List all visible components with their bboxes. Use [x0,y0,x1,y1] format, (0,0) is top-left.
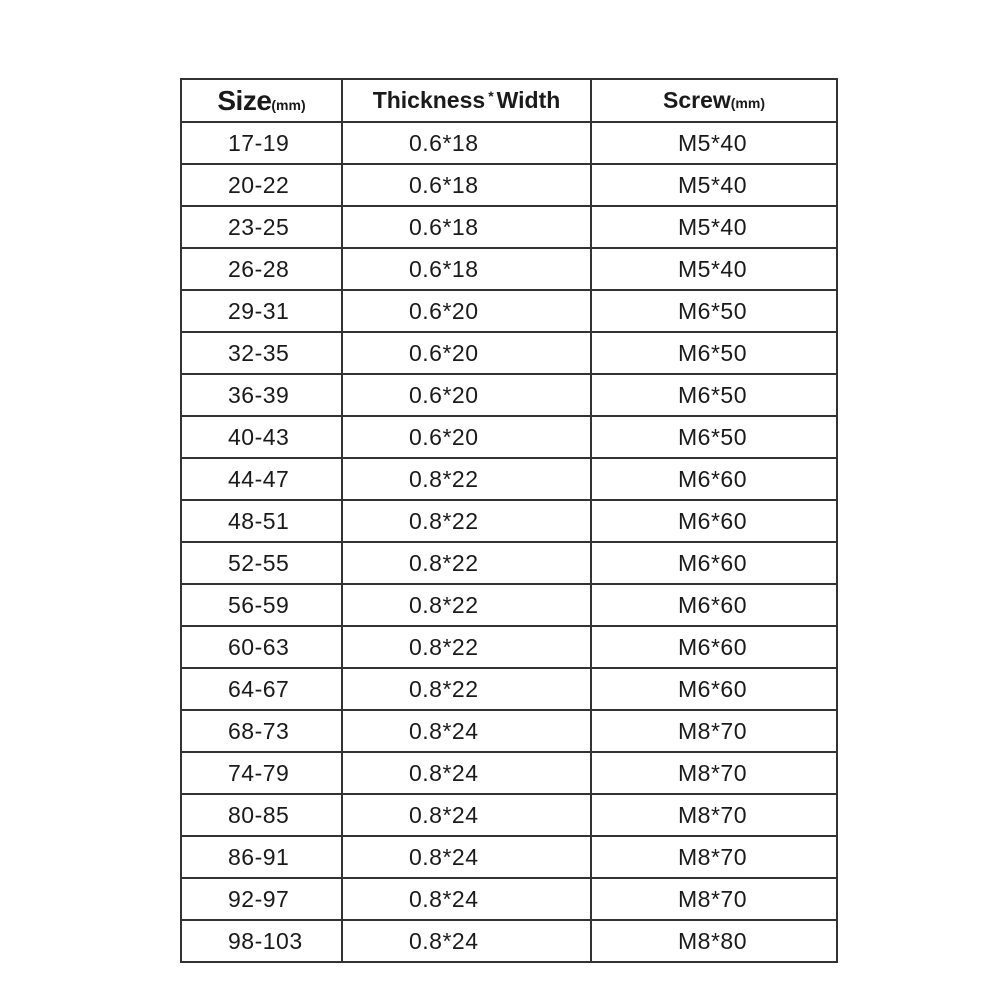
header-size-label: Size [217,84,272,116]
table-row [181,248,837,290]
header-width-label: Width [496,87,561,113]
size-cell: 98-103 [181,920,342,962]
size-cell: 40-43 [181,416,342,458]
table-body [181,122,837,962]
table-row [181,374,837,416]
table-row [181,752,837,794]
size-cell: 86-91 [181,836,342,878]
screw-cell: M6*60 [591,500,837,542]
table-row [181,878,837,920]
thickness-width-cell: 0.8*24 [342,878,591,920]
screw-cell: M6*60 [591,458,837,500]
size-cell: 26-28 [181,248,342,290]
size-cell: 48-51 [181,500,342,542]
table-row [181,416,837,458]
thickness-width-cell: 0.8*24 [342,710,591,752]
screw-cell: M8*70 [591,794,837,836]
size-cell: 56-59 [181,584,342,626]
thickness-width-cell: 0.6*18 [342,206,591,248]
table-row [181,458,837,500]
screw-cell: M6*50 [591,374,837,416]
header-size-unit: (mm) [271,96,306,113]
table-row [181,500,837,542]
size-cell: 60-63 [181,626,342,668]
screw-cell: M6*50 [591,416,837,458]
size-cell: 68-73 [181,710,342,752]
size-cell: 92-97 [181,878,342,920]
screw-cell: M8*70 [591,752,837,794]
size-cell: 29-31 [181,290,342,332]
screw-cell: M5*40 [591,164,837,206]
size-cell: 74-79 [181,752,342,794]
size-spec-table [180,78,838,963]
header-times-star: * [488,88,494,104]
screw-cell: M8*70 [591,836,837,878]
table-row [181,542,837,584]
size-cell: 80-85 [181,794,342,836]
thickness-width-cell: 0.8*22 [342,584,591,626]
size-cell: 23-25 [181,206,342,248]
table-row [181,206,837,248]
thickness-width-cell: 0.8*24 [342,920,591,962]
thickness-width-cell: 0.6*20 [342,374,591,416]
size-cell: 20-22 [181,164,342,206]
header-thickness-width [342,79,591,122]
header-size [181,79,342,122]
size-cell: 17-19 [181,122,342,164]
header-row [181,79,837,122]
size-cell: 64-67 [181,668,342,710]
table-row [181,836,837,878]
screw-cell: M6*50 [591,290,837,332]
thickness-width-cell: 0.8*24 [342,836,591,878]
thickness-width-cell: 0.6*18 [342,248,591,290]
thickness-width-cell: 0.8*22 [342,626,591,668]
size-cell: 52-55 [181,542,342,584]
thickness-width-cell: 0.8*22 [342,458,591,500]
thickness-width-cell: 0.6*20 [342,332,591,374]
thickness-width-cell: 0.8*24 [342,752,591,794]
header-screw-unit: (mm) [730,95,765,111]
table-row [181,668,837,710]
thickness-width-cell: 0.8*22 [342,500,591,542]
table-row [181,584,837,626]
screw-cell: M8*70 [591,710,837,752]
screw-cell: M5*40 [591,248,837,290]
table-row [181,164,837,206]
screw-cell: M6*50 [591,332,837,374]
table-row [181,626,837,668]
screw-cell: M8*80 [591,920,837,962]
thickness-width-cell: 0.6*18 [342,122,591,164]
table-row [181,332,837,374]
screw-cell: M6*60 [591,542,837,584]
screw-cell: M8*70 [591,878,837,920]
size-cell: 44-47 [181,458,342,500]
screw-cell: M6*60 [591,584,837,626]
table-row [181,122,837,164]
thickness-width-cell: 0.8*22 [342,542,591,584]
spec-sheet [180,78,836,963]
screw-cell: M5*40 [591,122,837,164]
header-screw-label: Screw [663,87,731,113]
size-cell: 36-39 [181,374,342,416]
thickness-width-cell: 0.8*22 [342,668,591,710]
table-row [181,290,837,332]
table-row [181,794,837,836]
screw-cell: M6*60 [591,668,837,710]
thickness-width-cell: 0.6*20 [342,290,591,332]
thickness-width-cell: 0.8*24 [342,794,591,836]
header-thickness-label: Thickness [372,87,486,113]
size-cell: 32-35 [181,332,342,374]
header-screw [591,79,837,122]
screw-cell: M5*40 [591,206,837,248]
thickness-width-cell: 0.6*18 [342,164,591,206]
thickness-width-cell: 0.6*20 [342,416,591,458]
table-row [181,710,837,752]
table-row [181,920,837,962]
screw-cell: M6*60 [591,626,837,668]
